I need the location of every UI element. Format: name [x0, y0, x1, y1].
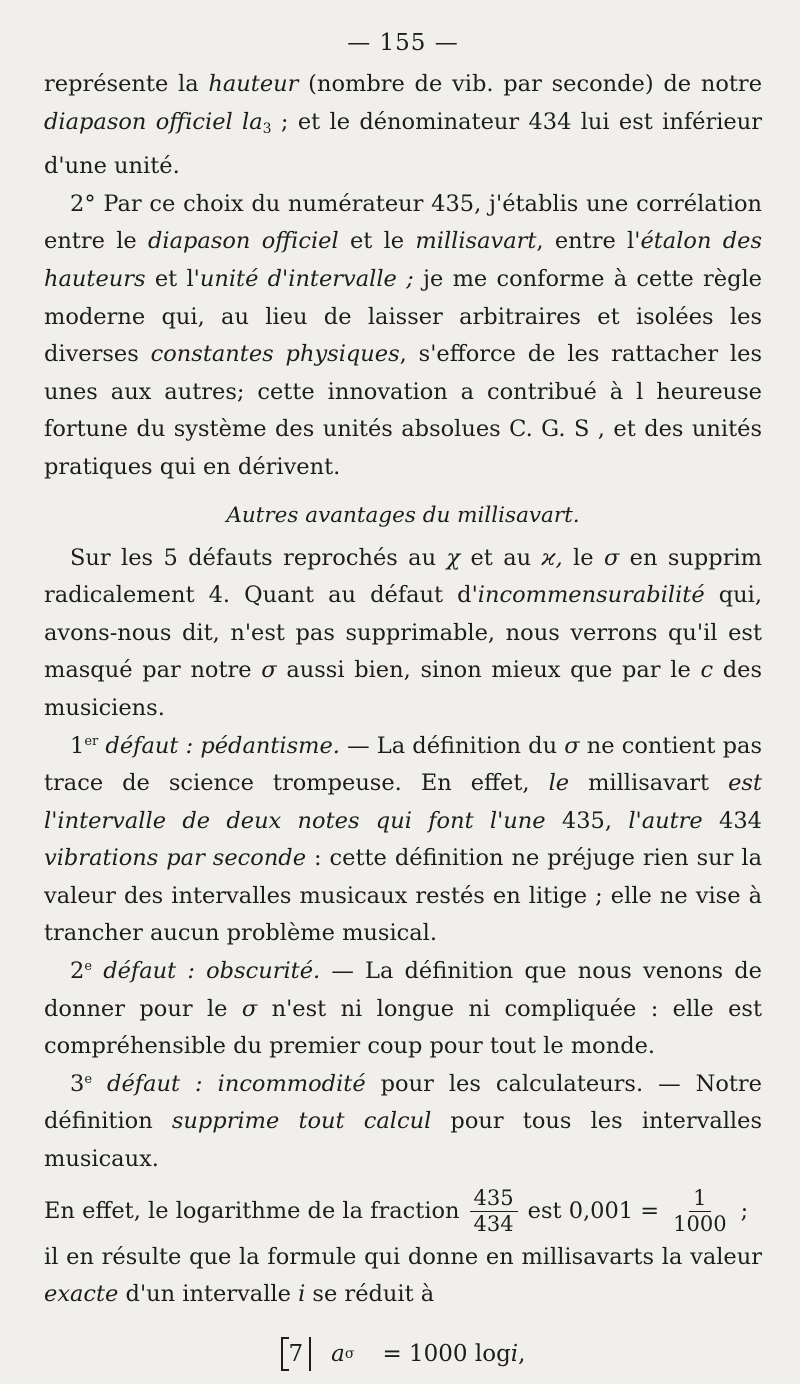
formula-7: 7 a σ = 1000 log i , — [44, 1324, 762, 1384]
paragraph-defaut-1: 1er défaut : pédantisme. — La définition du σ ne contient pas trace de science trompeuse. En effet, le millisavart est l'intervalle de deux notes qui font l'une 435, l'autre 434 vibrations par seconde : cette définition ne préjuge rien sur la valeur des intervalles musicaux restés en litige ; elle ne vise à trancher aucun problème musical. — [44, 732, 762, 947]
page-number: — 155 — — [347, 30, 459, 56]
equation-number: 7 — [281, 1337, 312, 1371]
paragraph-result: il en résulte que la formule qui donne en millisavarts la valeur exacte d'un intervalle i se réduit à — [44, 1243, 762, 1308]
fraction-line: En effet, le logarithme de la fraction $\frac{435}{434}$ est 0,001 = $\frac{1}{1000}$ ; — [44, 1186, 749, 1237]
fraction-435-434: $\frac{435}{434}$ — [470, 1188, 518, 1235]
paragraph-3: Sur les 5 défauts reprochés au χ et au ϰ, le σ en supprim radicalement 4. Quant au défaut d'incommensurabilité qui, avons-nous dit, n'est pas supprimable, nous verrons qu'il est masqué par notre σ aussi bien, sinon mieux que par le c des musiciens. — [44, 544, 763, 721]
paragraph-defaut-2: 2e défaut : obscurité. — La définition que nous venons de donner pour le σ n'est ni longue ni compliquée : elle est compréhensible du premier coup pour tout le monde. — [44, 958, 762, 1060]
paragraph-2: 2° Par ce choix du numérateur 435, j'établis une corrélation entre le diapason officiel et le millisavart, entre l'étalon des hauteurs et l'unité d'intervalle ; je me conforme à cette règle moderne qui, au lieu de laisser arbitraires et isolées les diverses constantes physiques, s'efforce de les rattacher les unes aux autres; cette innovation a contribué à l heureuse fortune du système des unités absolues C. G. S , et des unités pratiques qui en dérivent. — [44, 190, 762, 480]
paragraph-1: représente la hauteur (nombre de vib. par seconde) de notre diapason officiel $la_3$ ; et le dénominateur 434 lui est inférieur d'une unité. — [44, 71, 763, 180]
paragraph-defaut-3: 3e défaut : incommodité pour les calculateurs. — Notre définition supprime tout calcul pour tous les intervalles musicaux. — [44, 1070, 762, 1173]
fraction-1-1000: $\frac{1}{1000}$ — [673, 1186, 727, 1237]
section-subheading: Autres avantages du millisavart. — [226, 502, 580, 528]
